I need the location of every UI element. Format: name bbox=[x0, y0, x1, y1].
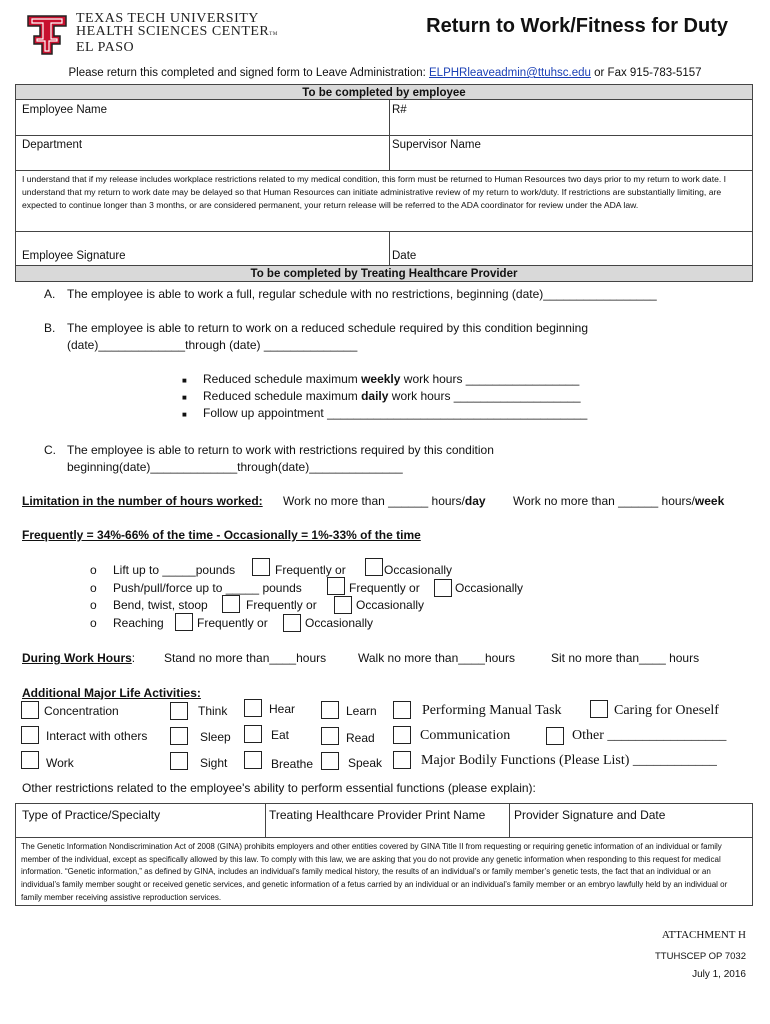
option-a-letter: A. bbox=[44, 287, 56, 301]
op-number: TTUHSCEP OP 7032 bbox=[655, 951, 746, 962]
push-frequently-checkbox[interactable] bbox=[327, 577, 345, 595]
bullet-icon: o bbox=[90, 616, 97, 630]
hours-limitation-label: Limitation in the number of hours worked: bbox=[22, 494, 263, 508]
other-restrictions-label[interactable]: Other restrictions related to the employee's ability to perform essential functions (please explain): bbox=[22, 781, 536, 795]
walk-field[interactable]: Walk no more than____hours bbox=[358, 651, 515, 665]
work-label: Work bbox=[46, 756, 74, 770]
concentration-checkbox[interactable] bbox=[21, 701, 39, 719]
communication-label: Communication bbox=[420, 728, 511, 743]
hours-per-week-field[interactable]: Work no more than ______ hours/week bbox=[513, 494, 725, 508]
attachment-label: ATTACHMENT H bbox=[661, 929, 746, 941]
employee-signature-field[interactable]: Employee Signature bbox=[22, 250, 126, 262]
provider-name-field[interactable]: Treating Healthcare Provider Print Name bbox=[269, 808, 486, 822]
bend-label: Bend, twist, stoop bbox=[113, 598, 208, 612]
followup-field[interactable]: Follow up appointment _______________________________________ bbox=[203, 406, 588, 420]
activities-heading: Additional Major Life Activities: bbox=[22, 686, 201, 700]
read-checkbox[interactable] bbox=[321, 727, 339, 745]
bodily-functions-field[interactable]: Major Bodily Functions (Please List) ____________ bbox=[421, 753, 717, 768]
bullet-icon: ■ bbox=[182, 376, 187, 385]
bullet-icon: o bbox=[90, 563, 97, 577]
push-frequently-label: Frequently or bbox=[349, 581, 420, 595]
push-field[interactable]: Push/pull/force up to _____ pounds bbox=[113, 581, 302, 595]
interact-checkbox[interactable] bbox=[21, 726, 39, 744]
frequency-definition: Frequently = 34%-66% of the time - Occasionally = 1%-33% of the time bbox=[22, 528, 421, 542]
sleep-checkbox[interactable] bbox=[170, 727, 188, 745]
eat-checkbox[interactable] bbox=[244, 725, 262, 743]
signature-row bbox=[15, 231, 753, 266]
breathe-label: Breathe bbox=[271, 757, 314, 771]
bend-occasionally-checkbox[interactable] bbox=[334, 596, 352, 614]
trademark: TM bbox=[269, 32, 278, 37]
read-label: Read bbox=[346, 731, 375, 745]
learn-label: Learn bbox=[346, 704, 377, 718]
supervisor-name-field[interactable]: Supervisor Name bbox=[392, 139, 481, 151]
bend-frequently-label: Frequently or bbox=[246, 598, 317, 612]
reach-frequently-label: Frequently or bbox=[197, 616, 268, 630]
gina-notice: The Genetic Information Nondiscrimination Act of 2008 (GINA) prohibits employers and other entities covered by GINA Title II from requesting or requiring genetic information of an individual or family member of the individual, except as specifically allowed by this law. To comply with this law, we are asking that you do not provide any genetic information when responding to this request for medical information. “Genetic information,” as defined by GINA, includes an individual’s family medical history, the results of an individual’s or family member’s genetic tests, the fact that an individual or an individual’s family member sought or received genetic services, and genetic information of a fetus carried by an individual or an individual’s family member or an embryo lawfully held by an individual or family member receiving assistive reproduction services. bbox=[21, 842, 728, 902]
double-t-logo-icon bbox=[26, 14, 68, 56]
email-link[interactable]: ELPHRleaveadmin@ttuhsc.edu bbox=[429, 67, 591, 79]
bend-occasionally-label: Occasionally bbox=[356, 598, 425, 612]
reach-label: Reaching bbox=[113, 616, 164, 630]
option-c-text: The employee is able to return to work with restrictions required by this condition bbox=[67, 443, 494, 457]
option-b-text: The employee is able to return to work on a reduced schedule required by this condition beginning bbox=[67, 321, 588, 335]
institution-line-3: EL PASO bbox=[76, 40, 135, 55]
stand-field[interactable]: Stand no more than____hours bbox=[164, 651, 327, 665]
bullet-icon: ■ bbox=[182, 410, 187, 419]
work-hours-label: During Work Hours: bbox=[22, 651, 136, 665]
employee-statement: I understand that if my release includes workplace restrictions related to my medical condition, this form must be returned to Human Resources two days prior to my return to work date. I understand that my return to work date may be delayed so that Human Resources can initiate administrative review of my return to work/duty. If restrictions are substantially limiting, are expected to continue longer than 3 months, or are considered permanent, your return release will be referred to the ADA coordinator for review under the ADA law. bbox=[22, 174, 727, 210]
concentration-label: Concentration bbox=[44, 704, 119, 718]
push-occasionally-label: Occasionally bbox=[455, 581, 524, 595]
institution-line-2: HEALTH SCIENCES CENTERTM bbox=[76, 24, 278, 39]
other-checkbox[interactable] bbox=[546, 727, 564, 745]
sight-checkbox[interactable] bbox=[170, 752, 188, 770]
sit-field[interactable]: Sit no more than____ hours bbox=[551, 651, 700, 665]
bullet-icon: o bbox=[90, 598, 97, 612]
bullet-icon: o bbox=[90, 581, 97, 595]
department-field[interactable]: Department bbox=[22, 139, 83, 151]
reach-occasionally-label: Occasionally bbox=[305, 616, 374, 630]
employee-info-table bbox=[15, 99, 753, 171]
option-c-letter: C. bbox=[44, 443, 56, 457]
breathe-checkbox[interactable] bbox=[244, 751, 262, 769]
hear-checkbox[interactable] bbox=[244, 699, 262, 717]
r-number-field[interactable]: R# bbox=[392, 104, 407, 116]
push-occasionally-checkbox[interactable] bbox=[434, 579, 452, 597]
lift-occasionally-label: Occasionally bbox=[384, 563, 453, 577]
provider-section-heading: To be completed by Treating Healthcare Provider bbox=[15, 265, 753, 282]
institution-name bbox=[76, 12, 278, 54]
practice-type-field[interactable]: Type of Practice/Specialty bbox=[22, 808, 161, 822]
reach-frequently-checkbox[interactable] bbox=[175, 613, 193, 631]
manual-task-checkbox[interactable] bbox=[393, 701, 411, 719]
hours-per-day-field[interactable]: Work no more than ______ hours/day bbox=[283, 494, 486, 508]
other-field[interactable]: Other _________________ bbox=[572, 728, 727, 743]
hear-label: Hear bbox=[269, 702, 296, 716]
lift-field[interactable]: Lift up to _____pounds bbox=[113, 563, 236, 577]
work-checkbox[interactable] bbox=[21, 751, 39, 769]
lift-frequently-checkbox[interactable] bbox=[252, 558, 270, 576]
bullet-icon: ■ bbox=[182, 393, 187, 402]
daily-hours-field[interactable]: Reduced schedule maximum daily work hours ___________________ bbox=[203, 389, 581, 403]
employee-section-heading: To be completed by employee bbox=[15, 84, 753, 100]
eat-label: Eat bbox=[271, 728, 290, 742]
employee-name-field[interactable]: Employee Name bbox=[22, 104, 108, 116]
think-checkbox[interactable] bbox=[170, 702, 188, 720]
bodily-functions-checkbox[interactable] bbox=[393, 751, 411, 769]
sleep-label: Sleep bbox=[200, 730, 231, 744]
communication-checkbox[interactable] bbox=[393, 726, 411, 744]
caring-checkbox[interactable] bbox=[590, 700, 608, 718]
reach-occasionally-checkbox[interactable] bbox=[283, 614, 301, 632]
weekly-hours-field[interactable]: Reduced schedule maximum weekly work hours _________________ bbox=[203, 372, 580, 386]
manual-task-label: Performing Manual Task bbox=[422, 703, 562, 718]
lift-occasionally-checkbox[interactable] bbox=[365, 558, 383, 576]
provider-signature-field[interactable]: Provider Signature and Date bbox=[514, 808, 666, 822]
option-a-text[interactable]: The employee is able to work a full, regular schedule with no restrictions, beginning (date)_________________ bbox=[67, 287, 657, 301]
option-c-dates[interactable]: beginning(date)_____________through(date)______________ bbox=[67, 460, 403, 474]
option-b-letter: B. bbox=[44, 321, 56, 335]
speak-label: Speak bbox=[348, 756, 383, 770]
institution-line-1: TEXAS TECH UNIVERSITY bbox=[76, 11, 259, 26]
caring-label: Caring for Oneself bbox=[614, 703, 719, 718]
think-label: Think bbox=[198, 704, 228, 718]
interact-label: Interact with others bbox=[46, 729, 148, 743]
employee-date-field[interactable]: Date bbox=[392, 250, 417, 262]
speak-checkbox[interactable] bbox=[321, 752, 339, 770]
lift-frequently-label: Frequently or bbox=[275, 563, 346, 577]
option-b-dates[interactable]: (date)_____________through (date) ______________ bbox=[67, 338, 358, 352]
sight-label: Sight bbox=[200, 756, 228, 770]
page-title: Return to Work/Fitness for Duty bbox=[426, 15, 728, 37]
revision-date: July 1, 2016 bbox=[692, 969, 746, 980]
return-instructions: Please return this completed and signed form to Leave Administration: ELPHRleaveadmin@ttuhsc.edu or Fax 915-783-5157 bbox=[68, 67, 702, 79]
learn-checkbox[interactable] bbox=[321, 701, 339, 719]
bend-frequently-checkbox[interactable] bbox=[222, 595, 240, 613]
